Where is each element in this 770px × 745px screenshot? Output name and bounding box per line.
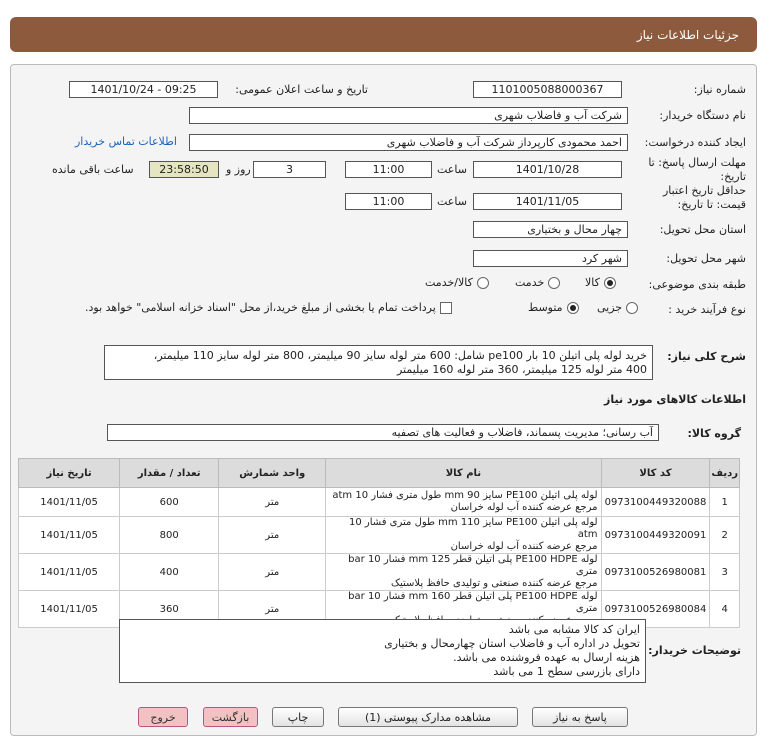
col-code: کد کالا xyxy=(601,459,710,488)
page-title: جزئیات اطلاعات نیاز xyxy=(636,27,739,42)
page-header xyxy=(10,17,757,52)
row-qty: 800 xyxy=(120,517,219,554)
requester-label: ایجاد کننده درخواست: xyxy=(644,136,746,149)
treasury-option[interactable]: پرداخت تمام یا بخشی از مبلغ خرید،از محل "اسناد خزانه اسلامی" خواهد بود. xyxy=(85,301,452,314)
summary-label: شرح کلی نیاز: xyxy=(667,350,746,363)
items-section-title: اطلاعات کالاهای مورد نیاز xyxy=(604,393,746,406)
remaining-label: ساعت باقی مانده xyxy=(52,163,134,176)
process-label: نوع فرآیند خرید : xyxy=(668,303,746,316)
radio-service[interactable] xyxy=(548,277,560,289)
need-number-field[interactable]: 1101005088000367 xyxy=(473,81,622,98)
days-field[interactable]: 3 xyxy=(253,161,326,178)
exit-button[interactable]: خروج xyxy=(138,707,188,727)
deadline-date-field[interactable]: 1401/10/28 xyxy=(473,161,622,178)
buyer-org-field[interactable]: شرکت آب و فاضلاب شهری xyxy=(189,107,628,124)
row-code: 0973100526980084 xyxy=(601,591,710,628)
row-date: 1401/11/05 xyxy=(19,554,120,591)
group-label: گروه کالا: xyxy=(687,427,741,440)
row-unit: متر xyxy=(219,488,326,517)
table-row[interactable] xyxy=(19,554,740,591)
category-goods-option[interactable]: کالا xyxy=(585,276,616,289)
items-table xyxy=(18,458,740,628)
note-line: دارای بازرسی سطح 1 می باشد xyxy=(493,665,640,678)
deadline-time-field[interactable]: 11:00 xyxy=(345,161,432,178)
requester-field[interactable]: احمد محمودی کارپرداز شرکت آب و فاضلاب شهری xyxy=(189,134,628,151)
row-code: 0973100449320088 xyxy=(601,488,710,517)
category-label: طبقه بندی موضوعی: xyxy=(648,278,746,291)
category-service-option[interactable]: خدمت xyxy=(515,276,560,289)
need-number-label: شماره نیاز: xyxy=(693,83,746,96)
table-row[interactable] xyxy=(19,488,740,517)
city-field[interactable]: شهر کرد xyxy=(473,250,628,267)
row-name: لوله PE100 HDPE پلی اتیلن قطر 160 mm فشار 10 bar متری xyxy=(326,591,601,628)
radio-goods[interactable] xyxy=(604,277,616,289)
treasury-checkbox[interactable] xyxy=(440,302,452,314)
deadline-time-label: ساعت xyxy=(437,163,467,176)
row-qty: 360 xyxy=(120,591,219,628)
reply-button[interactable]: پاسخ به نیاز xyxy=(532,707,628,727)
row-date: 1401/11/05 xyxy=(19,517,120,554)
note-line: هزینه ارسال به عهده فروشنده می باشد. xyxy=(453,651,640,664)
row-code: 0973100449320091 xyxy=(601,517,710,554)
summary-line-1: خرید لوله پلی اتیلن 10 بار pe100 شامل: 600 متر لوله سایز 90 میلیمتر، 800 متر لوله سایز 110 میلیمتر، xyxy=(153,349,647,362)
category-goods-service-option[interactable]: کالا/خدمت xyxy=(425,276,489,289)
validity-time-field[interactable]: 11:00 xyxy=(345,193,432,210)
city-label: شهر محل تحویل: xyxy=(666,252,746,265)
buyer-contact-link[interactable]: اطلاعات تماس خریدار xyxy=(75,135,177,148)
row-name: لوله PE100 HDPE پلی اتیلن قطر 125 mm فشار 10 bar متری مرجع عرضه کننده صنعتی و تولیدی حافظ پلاستیک xyxy=(326,554,601,591)
radio-medium[interactable] xyxy=(567,302,579,314)
print-button[interactable]: چاپ xyxy=(272,707,324,727)
row-date: 1401/11/05 xyxy=(19,488,120,517)
note-line: تحویل در اداره آب و فاضلاب استان چهارمحال و بختیاری xyxy=(384,637,640,650)
validity-date-field[interactable]: 1401/11/05 xyxy=(473,193,622,210)
buyer-notes-box[interactable] xyxy=(119,619,646,683)
remaining-time-field: 23:58:50 xyxy=(149,161,219,178)
process-minor-option[interactable]: جزیی xyxy=(597,301,638,314)
buyer-notes-label: توضیحات خریدار: xyxy=(648,644,741,657)
note-line: ایران کد کالا مشابه می باشد xyxy=(508,623,640,636)
row-name: لوله پلی اتیلن PE100 سایز 110 mm طول متری فشار 10 atm مرجع عرضه کننده آب لوله خراسان xyxy=(326,517,601,554)
col-date: تاریخ نیاز xyxy=(19,459,120,488)
process-medium-option[interactable]: متوسط xyxy=(528,301,579,314)
validity-time-label: ساعت xyxy=(437,195,467,208)
row-index: 4 xyxy=(710,591,740,628)
row-unit: متر xyxy=(219,591,326,628)
row-unit: متر xyxy=(219,517,326,554)
buyer-org-label: نام دستگاه خریدار: xyxy=(659,109,746,122)
table-row[interactable] xyxy=(19,517,740,554)
col-qty: تعداد / مقدار xyxy=(120,459,219,488)
back-button[interactable]: بازگشت xyxy=(203,707,258,727)
row-index: 1 xyxy=(710,488,740,517)
row-index: 3 xyxy=(710,554,740,591)
announce-label: تاریخ و ساعت اعلان عمومی: xyxy=(235,83,368,96)
row-code: 0973100526980081 xyxy=(601,554,710,591)
deadline-label: مهلت ارسال پاسخ: تا تاریخ: xyxy=(648,156,746,183)
group-field[interactable]: آب رسانی؛ مدیریت پسماند، فاضلاب و فعالیت های تصفیه xyxy=(107,424,659,441)
col-unit: واحد شمارش xyxy=(219,459,326,488)
attachments-button[interactable]: مشاهده مدارک پیوستی (1) xyxy=(338,707,518,727)
table-header-row xyxy=(19,459,740,488)
col-index: ردیف xyxy=(710,459,740,488)
days-label: روز و xyxy=(226,163,251,176)
province-label: استان محل تحویل: xyxy=(659,223,746,236)
radio-goods-service[interactable] xyxy=(477,277,489,289)
row-qty: 600 xyxy=(120,488,219,517)
col-name: نام کالا xyxy=(326,459,601,488)
announce-field[interactable]: 1401/10/24 - 09:25 xyxy=(69,81,218,98)
province-field[interactable]: چهار محال و بختیاری xyxy=(473,221,628,238)
summary-box xyxy=(104,345,653,380)
validity-label: حداقل تاریخ اعتبار قیمت: تا تاریخ: xyxy=(662,184,746,211)
row-qty: 400 xyxy=(120,554,219,591)
summary-line-2: 400 متر لوله 125 میلیمتر، 360 متر لوله 160 میلیمتر xyxy=(396,363,647,376)
row-unit: متر xyxy=(219,554,326,591)
row-index: 2 xyxy=(710,517,740,554)
row-date: 1401/11/05 xyxy=(19,591,120,628)
row-name: لوله پلی اتیلن PE100 سایز 90 mm طول متری فشار 10 atm مرجع عرضه کننده آب لوله خراسان xyxy=(326,488,601,517)
radio-minor[interactable] xyxy=(626,302,638,314)
